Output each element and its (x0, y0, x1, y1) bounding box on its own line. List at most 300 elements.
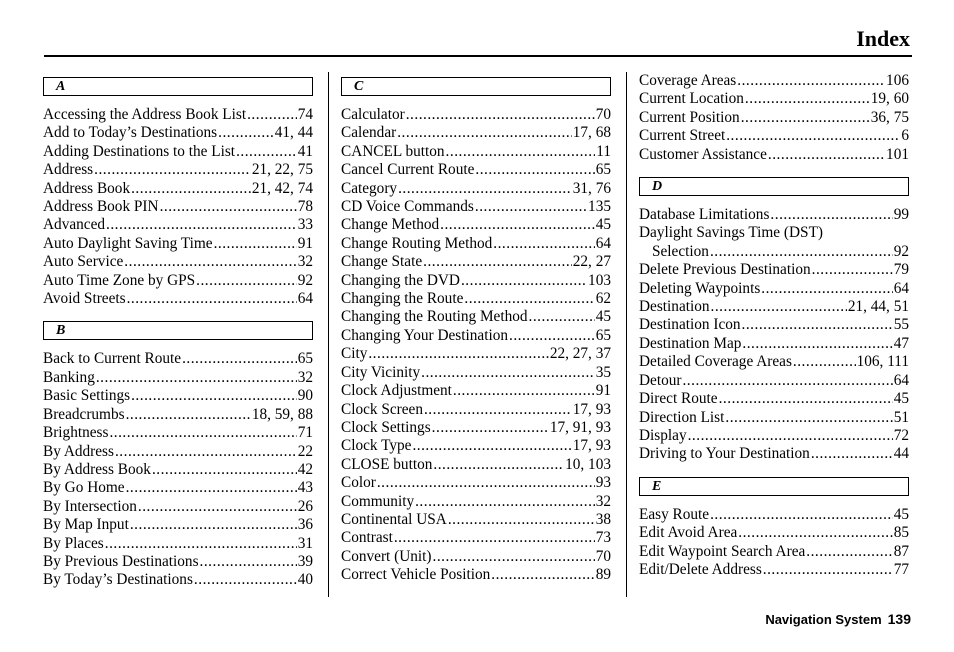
index-entry (341, 124, 611, 142)
index-entry (639, 561, 909, 579)
entry-pages: 21, 44, 51 (847, 298, 909, 316)
index-entry (341, 529, 611, 547)
entry-pages: 17, 91, 93 (549, 418, 611, 436)
entry-term: Direction List (639, 408, 725, 426)
entry-pages: 106, 111 (856, 353, 909, 371)
dot-leader (475, 161, 594, 179)
index-entry (341, 290, 611, 308)
page-title: Index (856, 26, 910, 51)
index-entry (43, 406, 313, 424)
index-entry (341, 456, 611, 474)
entry-pages: 90 (297, 387, 313, 405)
index-entry (341, 382, 611, 400)
entry-term: Destination Icon (639, 316, 741, 334)
entry-term: Adding Destinations to the List (43, 142, 236, 160)
index-entry (43, 143, 313, 161)
dot-leader (446, 143, 596, 161)
entry-term: Clock Type (341, 437, 412, 455)
entry-term: Driving to Your Destination (639, 445, 810, 463)
entry-pages: 62 (595, 290, 611, 308)
entry-term: Customer Assistance (639, 145, 767, 163)
dot-leader (440, 216, 595, 234)
index-entry (639, 372, 909, 390)
entry-term: Selection (652, 242, 709, 260)
dot-leader (423, 253, 572, 271)
entry-pages: 92 (297, 271, 313, 289)
index-entry (639, 261, 909, 279)
entry-pages: 74 (297, 106, 313, 123)
entry-pages: 103 (588, 271, 611, 289)
entry-term: Detailed Coverage Areas (639, 353, 792, 371)
section-header-d: D (639, 177, 909, 196)
index-entry (341, 364, 611, 382)
dot-leader (218, 124, 274, 142)
entry-term: Banking (43, 368, 95, 386)
entry-term: Current Position (639, 108, 740, 126)
dot-leader (768, 146, 885, 164)
index-entry (639, 335, 909, 353)
dot-leader (491, 566, 594, 584)
index-entry (639, 109, 909, 127)
entry-term: Auto Service (43, 253, 124, 271)
index-entry (341, 566, 611, 584)
entry-term: Basic Settings (43, 387, 131, 405)
entry-pages: 22, 27, 37 (549, 345, 611, 363)
entry-term: Edit/Delete Address (639, 560, 762, 578)
entry-term: Accessing the Address Book List (43, 106, 247, 123)
entry-pages: 45 (595, 216, 611, 234)
index-entry (639, 353, 909, 371)
index-entry (639, 409, 909, 427)
index-entry (341, 327, 611, 345)
dot-leader (124, 253, 296, 271)
dot-leader (742, 335, 892, 353)
entry-term: Clock Adjustment (341, 382, 452, 400)
entry-term: Display (639, 426, 687, 444)
dot-leader (115, 443, 297, 461)
dot-leader (236, 143, 297, 161)
dot-leader (160, 198, 297, 216)
index-entry (341, 143, 611, 161)
title-rule (44, 55, 912, 57)
entry-pages: 38 (595, 510, 611, 528)
dot-leader (398, 180, 572, 198)
dot-leader (453, 382, 595, 400)
index-entry (341, 161, 611, 179)
index-entry (43, 461, 313, 479)
index-entry (341, 548, 611, 566)
index-column-1 (43, 72, 313, 590)
entry-pages: 17, 68 (572, 124, 611, 142)
dot-leader (461, 272, 587, 290)
index-entry (639, 506, 909, 524)
entry-pages: 64 (893, 371, 909, 389)
dot-leader (711, 298, 847, 316)
section-header-e: E (639, 477, 909, 496)
index-entry (43, 571, 313, 589)
column-divider (328, 72, 329, 597)
entry-term: By Intersection (43, 497, 137, 515)
dot-leader (214, 235, 297, 253)
dot-leader (424, 401, 572, 419)
entry-pages: 135 (588, 198, 611, 216)
entry-term: Address Book PIN (43, 198, 159, 216)
dot-leader (412, 437, 571, 455)
dot-leader (152, 461, 297, 479)
entry-pages: 21, 42, 74 (251, 179, 313, 197)
dot-leader (96, 369, 297, 387)
dot-leader (126, 479, 297, 497)
entry-term: By Today’s Destinations (43, 571, 193, 589)
index-entry (43, 479, 313, 497)
entry-term: Correct Vehicle Position (341, 566, 491, 584)
index-entry (341, 253, 611, 271)
entry-term: Brightness (43, 424, 109, 442)
dot-leader (394, 529, 595, 547)
entry-pages: 87 (893, 542, 909, 560)
entry-pages: 6 (901, 127, 909, 145)
index-entry (43, 553, 313, 571)
index-entry (43, 124, 313, 142)
dot-leader (682, 372, 892, 390)
entry-pages: 26 (297, 497, 313, 515)
entry-pages: 89 (595, 566, 611, 584)
index-entry (43, 180, 313, 198)
entry-pages: 39 (297, 552, 313, 570)
index-entry (639, 390, 909, 408)
dot-leader (493, 235, 594, 253)
index-entry (639, 280, 909, 298)
index-entry (43, 535, 313, 553)
dot-leader (397, 124, 572, 142)
dot-leader (105, 535, 297, 553)
entry-term: Auto Daylight Saving Time (43, 234, 213, 252)
entry-term: Calculator (341, 106, 405, 123)
dot-leader (182, 350, 297, 368)
entry-pages: 70 (595, 547, 611, 565)
entry-term: Clock Screen (341, 400, 423, 418)
entry-pages: 11 (596, 142, 611, 160)
entry-term: Address (43, 161, 94, 179)
entry-term: Changing the Routing Method (341, 308, 528, 326)
entry-term: Current Location (639, 90, 744, 108)
entry-pages: 31 (297, 534, 313, 552)
entry-pages: 72 (893, 426, 909, 444)
entry-term: Edit Avoid Area (639, 524, 738, 542)
dot-leader (138, 498, 297, 516)
dot-leader (529, 308, 595, 326)
entry-term: Back to Current Route (43, 350, 182, 368)
entry-pages: 99 (893, 206, 909, 224)
dot-leader (761, 280, 892, 298)
entry-term: Continental USA (341, 510, 447, 528)
dot-leader (130, 516, 297, 534)
index-entry (43, 498, 313, 516)
dot-leader (131, 180, 251, 198)
index-entry (341, 493, 611, 511)
entry-term: CANCEL button (341, 142, 445, 160)
entry-term: City (341, 345, 368, 363)
index-entry (43, 387, 313, 405)
entry-term: By Places (43, 534, 104, 552)
dot-leader (131, 387, 297, 405)
page-footer (765, 611, 911, 627)
index-entry (639, 524, 909, 542)
entry-term: Changing the DVD (341, 271, 460, 289)
entry-term: Address Book (43, 179, 131, 197)
entry-term: Edit Waypoint Search Area (639, 542, 806, 560)
entry-pages: 22, 27 (572, 253, 611, 271)
entry-pages: 65 (595, 161, 611, 179)
index-entry (639, 427, 909, 445)
entry-pages: 32 (595, 492, 611, 510)
dot-leader (725, 409, 892, 427)
entry-term: CLOSE button (341, 455, 433, 473)
dot-leader (421, 364, 595, 382)
entry-pages: 36 (297, 516, 313, 534)
dot-leader (368, 345, 548, 363)
dot-leader (200, 553, 297, 571)
index-entry (43, 424, 313, 442)
dot-leader (793, 353, 856, 371)
section-header-b: B (43, 321, 313, 340)
entry-pages: 91 (595, 382, 611, 400)
dot-leader (415, 493, 595, 511)
entry-pages: 78 (297, 198, 313, 216)
dot-leader (377, 474, 595, 492)
section-header-c: C (341, 77, 611, 96)
entry-term: Changing Your Destination (341, 326, 508, 344)
entry-pages: 41 (297, 142, 313, 160)
index-column-2 (341, 72, 611, 585)
index-entry (43, 272, 313, 290)
dot-leader (806, 543, 892, 561)
entry-term: Easy Route (639, 505, 710, 523)
index-entry (341, 511, 611, 529)
entry-term: By Go Home (43, 479, 125, 497)
dot-leader (464, 290, 594, 308)
page-number: 139 (887, 611, 911, 627)
entry-pages: 47 (893, 334, 909, 352)
entry-term: Avoid Streets (43, 290, 126, 308)
index-entry (639, 72, 909, 90)
dot-leader (811, 445, 893, 463)
entry-term: Category (341, 179, 398, 197)
entry-pages: 64 (893, 279, 909, 297)
dot-leader (741, 109, 870, 127)
entry-pages: 44 (893, 445, 909, 463)
index-entry (341, 345, 611, 363)
dot-leader (109, 424, 296, 442)
entry-pages: 79 (893, 261, 909, 279)
dot-leader (726, 127, 900, 145)
dot-leader (433, 548, 595, 566)
entry-pages: 106 (886, 72, 909, 89)
dot-leader (710, 243, 893, 261)
dot-leader (742, 316, 893, 334)
entry-term: By Address (43, 442, 114, 460)
entry-pages: 19, 60 (870, 90, 909, 108)
dot-leader (763, 561, 893, 579)
dot-leader (710, 506, 893, 524)
entry-term: Change State (341, 253, 423, 271)
entry-pages: 73 (595, 529, 611, 547)
index-entry (43, 253, 313, 271)
dot-leader (509, 327, 595, 345)
index-entry (639, 298, 909, 316)
entry-pages: 35 (595, 363, 611, 381)
dot-leader (737, 72, 885, 90)
dot-leader (406, 106, 595, 124)
entry-term: Detour (639, 371, 682, 389)
entry-pages: 41, 44 (274, 124, 313, 142)
entry-term: Destination Map (639, 334, 742, 352)
index-entry (341, 272, 611, 290)
entry-term: Deleting Waypoints (639, 279, 761, 297)
entry-pages: 10, 103 (565, 455, 611, 473)
entry-pages: 32 (297, 253, 313, 271)
dot-leader (432, 419, 549, 437)
index-entry (341, 180, 611, 198)
entry-pages: 64 (297, 290, 313, 308)
dot-leader (194, 571, 297, 589)
entry-term: Change Method (341, 216, 440, 234)
entry-pages: 21, 22, 75 (251, 161, 313, 179)
dot-leader (745, 90, 870, 108)
dot-leader (94, 161, 251, 179)
dot-leader (106, 216, 297, 234)
entry-pages: 45 (595, 308, 611, 326)
dot-leader (812, 261, 893, 279)
entry-term: By Address Book (43, 460, 151, 478)
index-entry (43, 198, 313, 216)
column-divider (626, 72, 627, 597)
dot-leader (196, 272, 297, 290)
index-entry (341, 198, 611, 216)
entry-term: By Previous Destinations (43, 552, 199, 570)
dot-leader (475, 198, 587, 216)
index-entry (43, 290, 313, 308)
entry-pages: 101 (886, 145, 909, 163)
entry-pages: 65 (595, 326, 611, 344)
entry-pages: 91 (297, 234, 313, 252)
entry-term: Daylight Savings Time (DST) (639, 224, 824, 242)
entry-term: Contrast (341, 529, 393, 547)
dot-leader (247, 106, 297, 124)
index-entry (43, 350, 313, 368)
dot-leader (433, 456, 564, 474)
index-entry (639, 445, 909, 463)
entry-pages: 51 (893, 408, 909, 426)
index-entry (341, 106, 611, 124)
entry-term: Auto Time Zone by GPS (43, 271, 196, 289)
entry-pages: 65 (297, 350, 313, 368)
index-entry (341, 216, 611, 234)
index-entry (341, 419, 611, 437)
index-entry (639, 543, 909, 561)
index-entry (341, 308, 611, 326)
index-entry (43, 443, 313, 461)
entry-term: Breadcrumbs (43, 405, 125, 423)
entry-pages: 22 (297, 442, 313, 460)
index-entry (341, 437, 611, 455)
dot-leader (448, 511, 595, 529)
entry-term: Color (341, 474, 376, 492)
entry-term: Changing the Route (341, 290, 464, 308)
entry-pages: 93 (595, 474, 611, 492)
index-entry (43, 106, 313, 124)
entry-term: City Vicinity (341, 363, 421, 381)
entry-term: Database Limitations (639, 206, 770, 224)
index-entry (43, 369, 313, 387)
index-entry (43, 235, 313, 253)
entry-pages: 31, 76 (572, 179, 611, 197)
entry-pages: 42 (297, 460, 313, 478)
entry-term: Current Street (639, 127, 726, 145)
entry-term: Clock Settings (341, 418, 431, 436)
entry-pages: 71 (297, 424, 313, 442)
index-entry (43, 516, 313, 534)
index-entry (639, 206, 909, 224)
entry-pages: 64 (595, 234, 611, 252)
index-entry (639, 90, 909, 108)
entry-pages: 55 (893, 316, 909, 334)
dot-leader (127, 290, 297, 308)
entry-term: Community (341, 492, 415, 510)
dot-leader (719, 390, 893, 408)
index-entry (43, 161, 313, 179)
index-entry (341, 474, 611, 492)
entry-term: Delete Previous Destination (639, 261, 811, 279)
entry-pages: 40 (297, 571, 313, 589)
section-header-a: A (43, 77, 313, 96)
entry-pages: 45 (893, 390, 909, 408)
entry-term: Advanced (43, 216, 106, 234)
index-entry (639, 127, 909, 145)
dot-leader (688, 427, 893, 445)
index-entry (341, 235, 611, 253)
footer-label: Navigation System (765, 612, 882, 627)
entry-term: Calendar (341, 124, 397, 142)
entry-term: Add to Today’s Destinations (43, 124, 218, 142)
entry-term: Direct Route (639, 390, 718, 408)
entry-pages: 43 (297, 479, 313, 497)
entry-pages: 85 (893, 524, 909, 542)
entry-pages: 36, 75 (870, 108, 909, 126)
entry-pages: 17, 93 (572, 400, 611, 418)
entry-pages: 18, 59, 88 (251, 405, 313, 423)
index-entry (341, 401, 611, 419)
index-entry (43, 216, 313, 234)
dot-leader (770, 206, 892, 224)
entry-term: Convert (Unit) (341, 547, 432, 565)
entry-term: Destination (639, 298, 710, 316)
entry-pages: 33 (297, 216, 313, 234)
entry-pages: 77 (893, 560, 909, 578)
entry-term: Change Routing Method (341, 234, 493, 252)
entry-term: CD Voice Commands (341, 198, 474, 216)
index-entry (639, 316, 909, 334)
index-entry (639, 146, 909, 164)
dot-leader (738, 524, 892, 542)
entry-term: Coverage Areas (639, 72, 737, 89)
entry-pages: 92 (893, 242, 909, 260)
entry-pages: 32 (297, 368, 313, 386)
entry-term: By Map Input (43, 516, 129, 534)
entry-pages: 70 (595, 106, 611, 123)
index-column-3 (639, 72, 909, 579)
dot-leader (126, 406, 251, 424)
